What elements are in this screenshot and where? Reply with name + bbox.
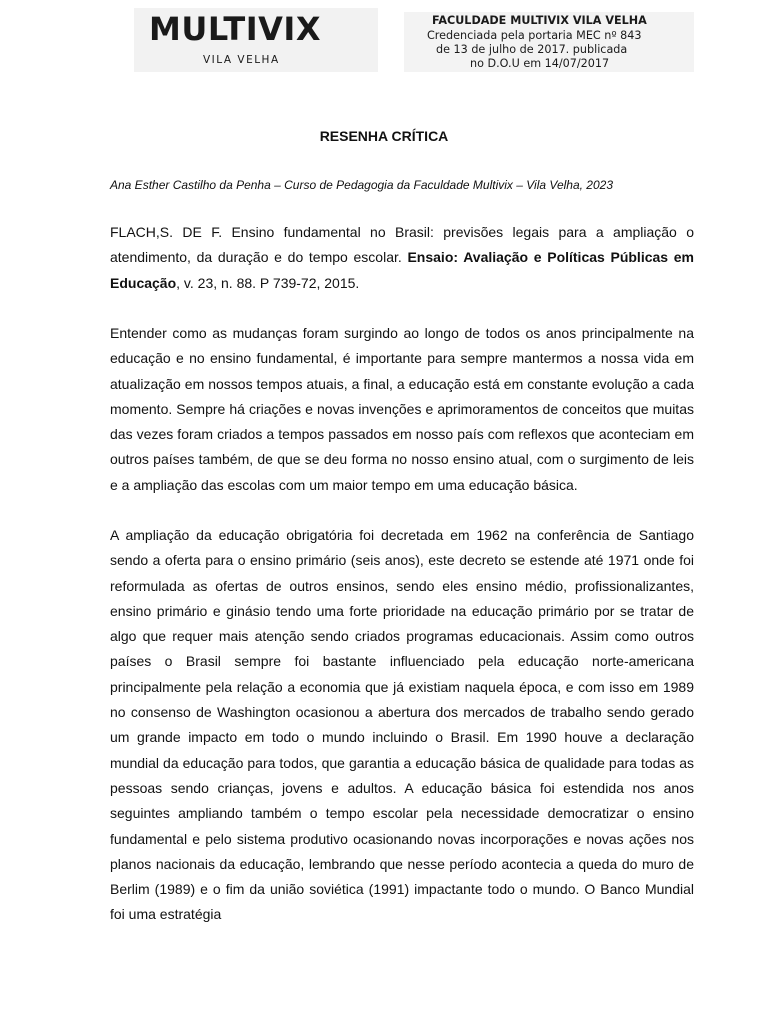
author-line: Ana Esther Castilho da Penha – Curso de Pedagogia da Faculdade Multivix – Vila Velha, 2023 [110,178,613,192]
bibliographic-citation [110,220,694,296]
multivix-logo: MULTIVIX [149,10,321,48]
page-header [0,0,768,80]
citation-details: , v. 23, n. 88. P 739-72, 2015. [176,274,360,291]
document-title: RESENHA CRÍTICA [319,128,449,144]
institution-accreditation-line: no D.O.U em 14/07/2017 [470,57,610,70]
citation-journal: Ensaio: Avaliação e Políticas Públicas em Educação [110,249,694,291]
institution-name: FACULDADE MULTIVIX VILA VELHA [432,14,647,27]
citation-authors-title: FLACH,S. DE F. Ensino fundamental no Brasil: previsões legais para a ampliação o atendimento, da duração e do tempo escolar. [110,224,694,266]
body-paragraph: Entender como as mudanças foram surgindo ao longo de todos os anos principalmente na educação e no ensino fundamental, é importante para sempre mantermos a nossa vida em atualização em nossos tempos atuais, a final, a educação está em constante evolução a cada momento. Sempre há criações e novas invenções e aprimoramentos de conceitos que muitas das vezes foram criados a tempos passados em nosso país com reflexos que aconteciam em outros países também, de que se deu forma no nosso ensino atual, com o surgimento de leis e a ampliação das escolas com um maior tempo em uma educação básica. [110,325,694,493]
institution-accreditation-line: Credenciada pela portaria MEC nº 843 [427,29,642,42]
body-paragraph: A ampliação da educação obrigatória foi decretada em 1962 na conferência de Santiago sendo a oferta para o ensino primário (seis anos), este decreto se estende até 1971 onde foi reformulada as ofertas de outros ensinos, sendo eles ensino médio, profissionalizantes, ensino primário e ginásio tendo uma forte prioridade na educação primário por se tratar de algo que requer mais atenção sendo criados programas educacionais. Assim como outros países o Brasil sempre foi bastante influenciado pela educação norte-americana principalmente pela relação a economia que já existiam naquela época, e com isso em 1989 no consenso de Washington ocasionou a abertura dos mercados de trabalho sendo gerado um grande impacto em todo o mundo incluindo o Brasil. Em 1990 houve a declaração mundial da educação para todos, que garantia a educação básica de qualidade para todas as pessoas sendo crianças, jovens e adultos. A educação básica foi estendida nos anos seguintes ampliando também o tempo escolar pela necessidade democratizar o ensino fundamental e pelo sistema produtivo ocasionando novas incorporações e novas ações nos planos nacionais da educação, lembrando que nesse período acontecia a queda do muro de Berlim (1989) e o fim da união soviética (1991) impactante todo o mundo. O Banco Mundial foi uma estratégia [110,527,694,923]
logo-subtitle: VILA VELHA [203,54,280,66]
institution-accreditation-line: de 13 de julho de 2017. publicada [436,43,628,56]
